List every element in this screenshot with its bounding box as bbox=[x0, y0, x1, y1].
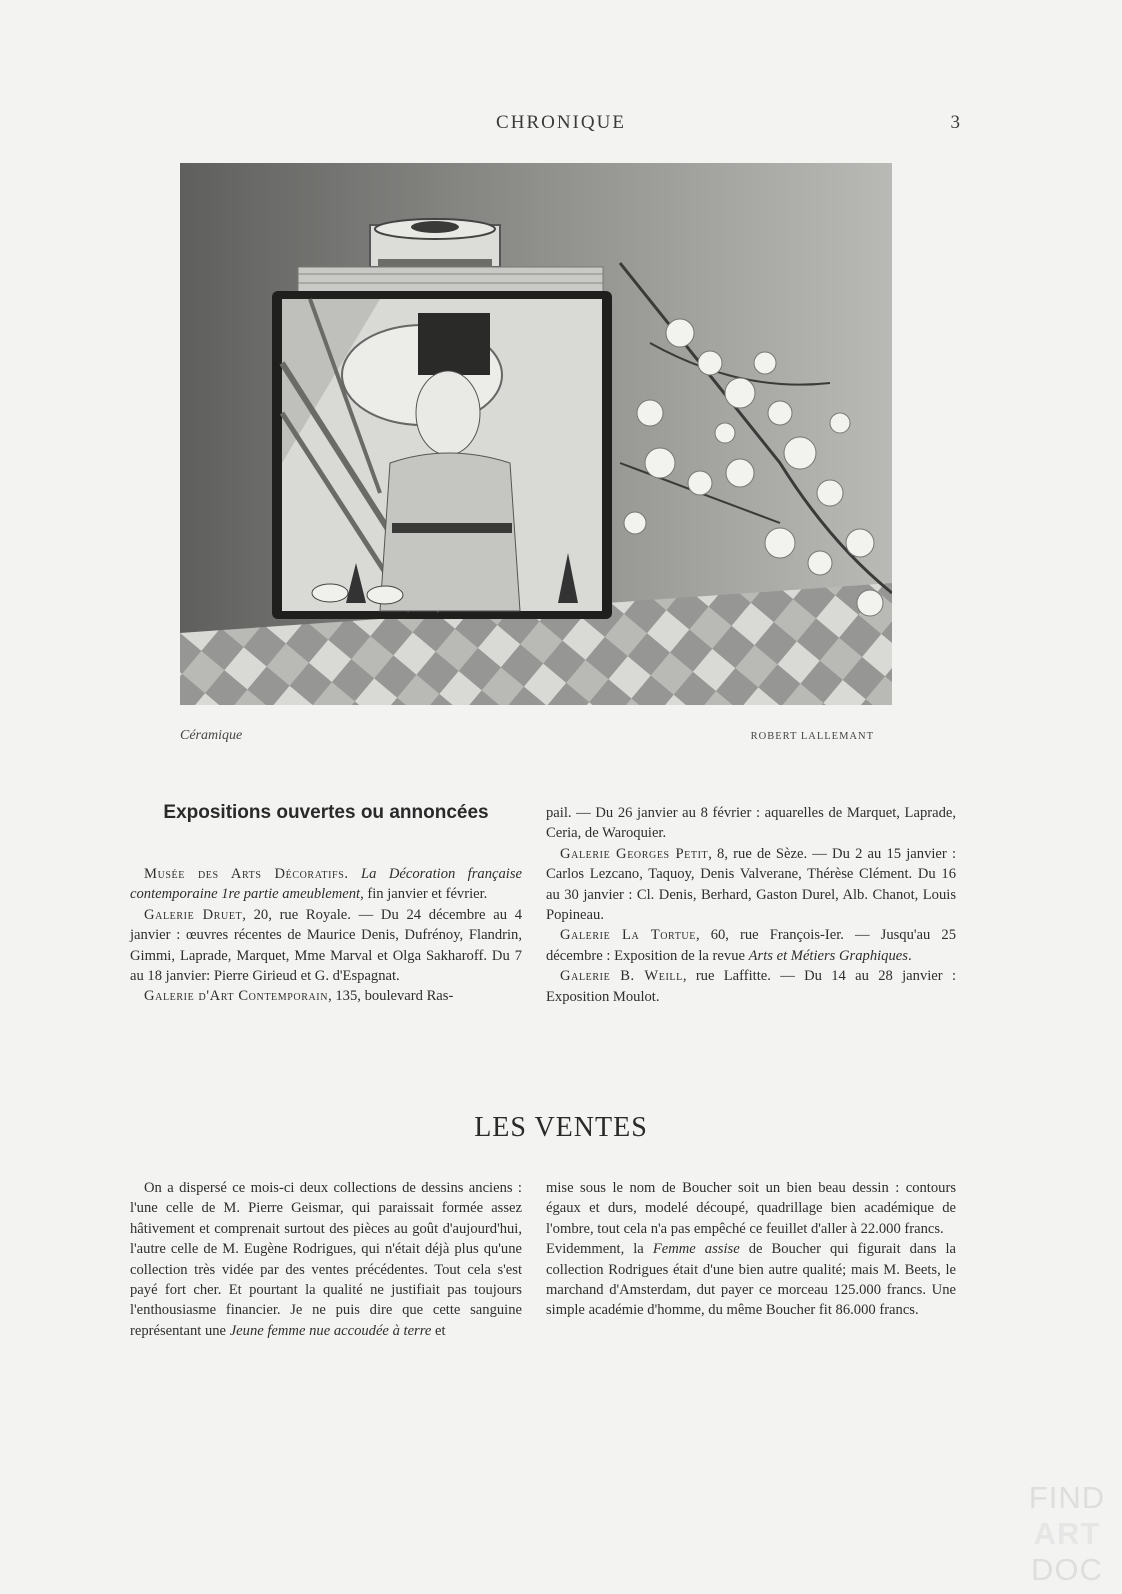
watermark-line: ART bbox=[1033, 1516, 1101, 1551]
figure-caption: Céramique bbox=[180, 728, 243, 743]
entry-text: , fin janvier et février. bbox=[360, 886, 488, 903]
watermark-line: DOC bbox=[1031, 1552, 1103, 1587]
ceramic-vase-illustration bbox=[180, 163, 892, 705]
ventes-paragraph-continued: mise sous le nom de Boucher soit un bien beau dessin : contours égaux et durs, modelé découpé, quadrillage bien académique de l'ombre, tout cela n'a pas empêché ce feuillet d'aller à 22.000 francs. bbox=[546, 1180, 956, 1237]
ventes-column-left bbox=[130, 1178, 522, 1341]
exposition-entry bbox=[130, 905, 522, 987]
expositions-column-right bbox=[546, 803, 956, 1007]
venue-name: Musée des Arts Décoratifs. bbox=[144, 866, 349, 882]
entry-text: , 8, rue de Sèze. — Du 2 au 15 janvier : Carlos Lezcano, Taquoy, Denis Valverane, Thérèse Clément. Du 16 au 30 janvier : Cl. Denis, Berhard, Gaston Durel, Alb. Chanot, Louis Popineau. bbox=[546, 845, 956, 924]
entry-text: , 60, rue François-Ier. — Jusqu'au 25 décembre : Exposition de la revue bbox=[546, 927, 956, 964]
ceramic-photograph bbox=[180, 163, 892, 705]
venue-name: Galerie La Tortue bbox=[560, 927, 696, 944]
exposition-entry bbox=[130, 986, 522, 1006]
expositions-column-left bbox=[130, 864, 522, 1007]
venue-name: Galerie B. Weill bbox=[560, 968, 683, 985]
running-head bbox=[0, 112, 1122, 140]
ventes-paragraph: Evidemment, la Femme assise de Boucher qui figurait dans la collection Rodrigues était d'une bien autre qualité; mais M. Beets, le marchand d'Amsterdam, dut payer ce morceau 125.000 francs. Une simple académie d'homme, du même Boucher fit 86.000 francs. bbox=[546, 1241, 956, 1319]
artwork-title: Femme assise bbox=[652, 1241, 740, 1258]
artwork-title: Jeune femme nue accoudée à terre bbox=[229, 1322, 432, 1339]
findartdoc-watermark-logo bbox=[1012, 1480, 1122, 1594]
exposition-entry bbox=[546, 966, 956, 1007]
venue-name: Galerie Druet bbox=[144, 906, 243, 923]
exposition-entry: Galerie La Tortue, 60, rue François-Ier. — Jusqu'au 25 décembre : Exposition de la revue Arts et Métiers Graphiques. bbox=[546, 927, 956, 964]
watermark-line: FIND bbox=[1028, 1480, 1106, 1515]
expositions-heading: Expositions ouvertes ou annoncées bbox=[163, 802, 489, 823]
exposition-entry bbox=[546, 844, 956, 926]
venue-name: Galerie Georges Petit bbox=[560, 845, 709, 862]
exhibition-title: Arts et Métiers Graphiques bbox=[748, 947, 908, 964]
figure-credit: ROBERT LALLEMANT bbox=[750, 731, 874, 742]
entry-text: , 20, rue Royale. — Du 24 décembre au 4 janvier : œuvres récentes de Maurice Denis, Dufrénoy, Flandrin, Gimmi, Laprade, Marquet, Mme Marval et Olga Sakharoff. Du 7 au 18 janvier: Pierre Girieud et G. d'Espagnat. bbox=[130, 906, 522, 985]
exposition-entry bbox=[130, 864, 522, 905]
exhibition-title: La Décoration française contemporaine 1re partie ameublement bbox=[130, 866, 522, 903]
ventes-column-right bbox=[546, 1178, 956, 1321]
entry-text: , rue Laffitte. — Du 14 au 28 janvier : Exposition Moulot. bbox=[546, 968, 956, 1005]
page-number: 3 bbox=[950, 112, 960, 133]
exposition-entry-continued: pail. — Du 26 janvier au 8 février : aquarelles de Marquet, Laprade, Ceria, de Waroquier. bbox=[546, 805, 956, 842]
venue-name: Galerie d'Art Contemporain bbox=[144, 988, 329, 1005]
running-title: CHRONIQUE bbox=[496, 112, 626, 133]
ventes-heading: LES VENTES bbox=[474, 1112, 648, 1143]
ventes-paragraph: On a dispersé ce mois-ci deux collections de dessins anciens : l'une celle de M. Pierre Geismar, qui paraissait formée assez hâtivement et comprenait surtout des pièces au goût d'aujourd'hui, l'autre celle de M. Eugène Rodrigues, qui n'était déjà plus qu'une collection très vidée par des ventes précédentes. Tout cela s'est payé fort cher. Et pourtant la qualité ne justifiait pas toujours l'enthousiasme financier. Je ne puis dire que cette sanguine représentant une Jeune femme nue accoudée à terre et bbox=[130, 1180, 522, 1339]
entry-text: , 135, boulevard Ras- bbox=[328, 988, 454, 1005]
